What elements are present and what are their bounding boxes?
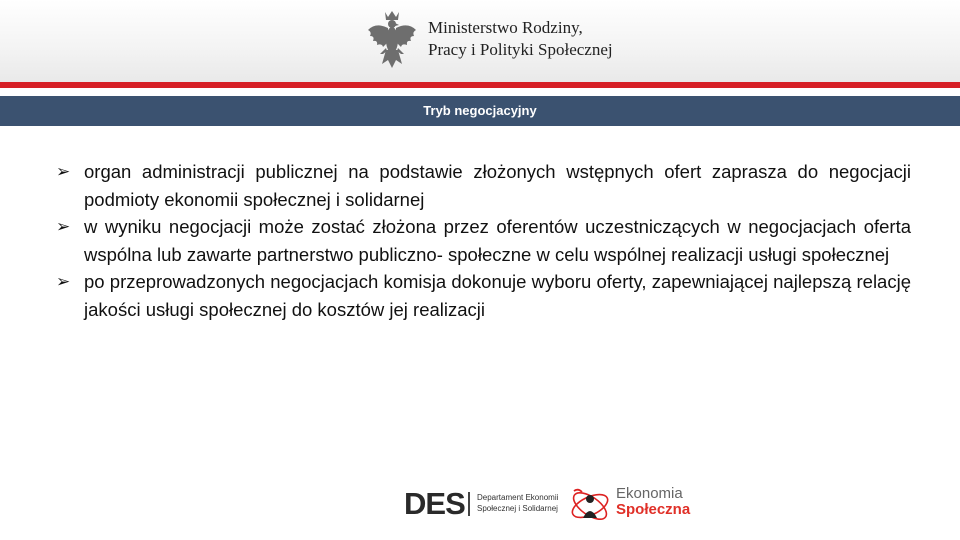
slide-title: Tryb negocjacyjny xyxy=(0,96,960,126)
eagle-emblem-icon xyxy=(366,8,418,70)
bullet-item xyxy=(56,213,911,268)
arrow-bullet-icon: ➢ xyxy=(56,162,71,181)
header xyxy=(0,0,960,82)
ministry-name-line1: Ministerstwo Rodziny, xyxy=(428,18,583,37)
des-logo-text xyxy=(477,492,558,514)
footer-logos xyxy=(386,468,696,540)
ministry-logo xyxy=(366,8,613,70)
ekonomia-label: Ekonomia xyxy=(616,485,683,502)
bullet-text: w wyniku negocjacji może zostać złożona przez oferentów uczestniczących w negocjacjach oferta wspólna lub zawarte partnerstwo publiczno- społeczne w celu wspólnej realizacji usługi społecznej xyxy=(84,216,911,265)
arrow-bullet-icon: ➢ xyxy=(56,272,71,291)
des-logo-line2: Społecznej i Solidarnej xyxy=(477,504,558,513)
des-logo-line1: Departament Ekonomii xyxy=(477,493,559,502)
bullet-item xyxy=(56,268,911,323)
des-logo: DES xyxy=(404,486,465,521)
ekonomia-spoleczna-logo-icon xyxy=(568,482,612,526)
bullet-text: po przeprowadzonych negocjacjach komisja dokonuje wyboru oferty, zapewniającej najlepszą relację jakości usługi społecznej do kosztów jej realizacji xyxy=(84,271,911,320)
ministry-name xyxy=(428,17,613,61)
ministry-name-line2: Pracy i Polityki Społecznej xyxy=(428,40,613,59)
bullet-text: organ administracji publicznej na podstawie złożonych wstępnych ofert zaprasza do negocjacji podmioty ekonomii społecznej i solidarnej xyxy=(84,161,911,210)
des-logo-divider xyxy=(468,492,470,516)
bullet-list xyxy=(56,158,911,323)
arrow-bullet-icon: ➢ xyxy=(56,217,71,236)
ekonomia-spoleczna-logo-text xyxy=(616,486,690,518)
bullet-item xyxy=(56,158,911,213)
white-stripe xyxy=(0,88,960,96)
spoleczna-label: Społeczna xyxy=(616,501,691,518)
